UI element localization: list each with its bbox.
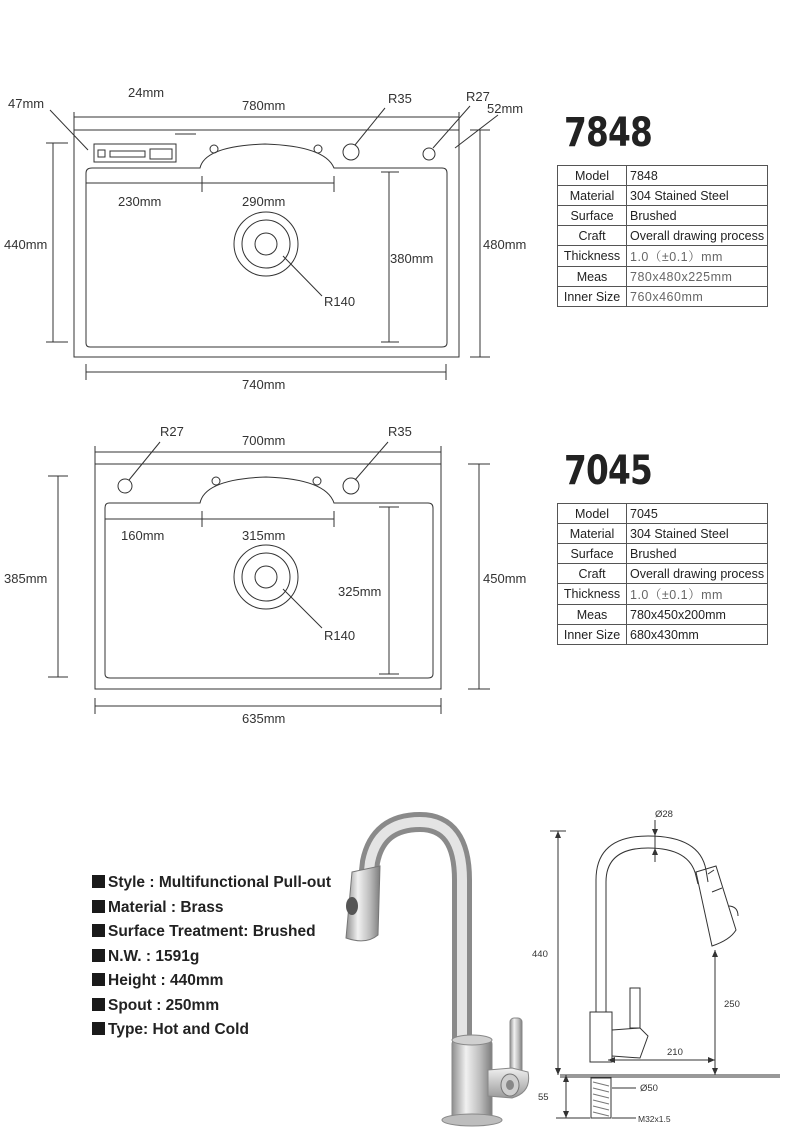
- spec-row: [558, 544, 768, 564]
- spec-label: Inner Size: [558, 287, 627, 307]
- spec-value: Brushed: [627, 206, 768, 226]
- spec-label: Meas: [558, 605, 627, 625]
- feature-item: [92, 1021, 249, 1039]
- spec-value: 1.0（±0.1）mm: [627, 246, 768, 267]
- faucet-dimension-drawing: [532, 805, 785, 1135]
- sink2-dim-325: 325mm: [338, 584, 382, 599]
- feature-item: [92, 899, 223, 917]
- sink2-dim-450: 450mm: [483, 571, 527, 586]
- spec-label: Thickness: [558, 246, 627, 267]
- spec-row: [558, 584, 768, 605]
- faucet-dim-440: 440: [532, 949, 548, 960]
- faucet-dim-250: 250: [724, 999, 740, 1010]
- spec-row: [558, 226, 768, 246]
- sink2-dim-r35: R35: [388, 424, 412, 439]
- feature-text: Spout : 250mm: [108, 997, 220, 1014]
- sink2-dim-385: 385mm: [4, 571, 48, 586]
- spec-label: Craft: [558, 564, 627, 584]
- spec-label: Surface: [558, 206, 627, 226]
- spec-value: 780x450x200mm: [627, 605, 768, 625]
- bullet-square-icon: [92, 924, 105, 937]
- spec-value: 760x460mm: [627, 287, 768, 307]
- spec-value: Overall drawing process: [627, 226, 768, 246]
- sink2-dim-r140: R140: [324, 628, 356, 643]
- spec-row: [558, 267, 768, 287]
- spec-row: [558, 564, 768, 584]
- sink1-dim-r35: R35: [388, 91, 412, 106]
- spec-label: Inner Size: [558, 625, 627, 645]
- bullet-square-icon: [92, 900, 105, 913]
- spec-value: 304 Stained Steel: [627, 186, 768, 206]
- sink1-dim-440: 440mm: [4, 237, 48, 252]
- sink1-dim-r140: R140: [324, 294, 356, 309]
- feature-text: Type: Hot and Cold: [108, 1021, 249, 1038]
- feature-item: [92, 923, 316, 941]
- sink1-dim-52: 52mm: [487, 101, 524, 116]
- faucet-dim-55: 55: [538, 1092, 549, 1103]
- spec-label: Surface: [558, 544, 627, 564]
- sink1-dim-380: 380mm: [390, 251, 434, 266]
- spec-value: 7045: [627, 504, 768, 524]
- spec-table-7045: [557, 503, 768, 645]
- spec-label: Material: [558, 186, 627, 206]
- feature-item: [92, 874, 331, 892]
- faucet-dim-50: Ø50: [640, 1083, 658, 1094]
- spec-row: [558, 186, 768, 206]
- sink2-dim-635: 635mm: [242, 711, 286, 726]
- spec-row: [558, 166, 768, 186]
- bullet-square-icon: [92, 973, 105, 986]
- spec-label: Model: [558, 166, 627, 186]
- spec-row: [558, 246, 768, 267]
- sink1-basin: [86, 144, 447, 347]
- spec-label: Material: [558, 524, 627, 544]
- bullet-square-icon: [92, 1022, 105, 1035]
- faucet-dim-210: 210: [667, 1047, 683, 1058]
- sink2-dim-315: 315mm: [242, 528, 286, 543]
- sink1-dim-230: 230mm: [118, 194, 162, 209]
- spec-label: Model: [558, 504, 627, 524]
- spec-value: 780x480x225mm: [627, 267, 768, 287]
- feature-text: N.W. : 1591g: [108, 948, 200, 965]
- sink1-outer: [74, 130, 459, 357]
- spec-row: [558, 605, 768, 625]
- sink2-dim-160: 160mm: [121, 528, 165, 543]
- faucet-dim-28: Ø28: [655, 809, 673, 820]
- spec-value: 7848: [627, 166, 768, 186]
- model-title-7045: 7045: [564, 448, 653, 494]
- sink1-dim-740: 740mm: [242, 377, 286, 392]
- feature-text: Surface Treatment: Brushed: [108, 923, 316, 940]
- sink1-dim-290: 290mm: [242, 194, 286, 209]
- sink1-dim-r27: R27: [466, 89, 490, 104]
- sink1-dim-480: 480mm: [483, 237, 527, 252]
- spec-row: [558, 625, 768, 645]
- spec-row: [558, 524, 768, 544]
- sink1-dim-780: 780mm: [242, 98, 286, 113]
- spec-label: Craft: [558, 226, 627, 246]
- feature-text: Material : Brass: [108, 899, 224, 916]
- spec-value: 1.0（±0.1）mm: [627, 584, 768, 605]
- faucet-dim-thread: M32x1.5: [638, 1114, 671, 1124]
- bullet-square-icon: [92, 949, 105, 962]
- feature-item: [92, 948, 199, 966]
- feature-text: Height : 440mm: [108, 972, 224, 989]
- spec-value: Brushed: [627, 544, 768, 564]
- model-title-7848: 7848: [564, 110, 653, 156]
- spec-row: [558, 504, 768, 524]
- spec-value: Overall drawing process: [627, 564, 768, 584]
- sink2-dim-700: 700mm: [242, 433, 286, 448]
- feature-item: [92, 997, 219, 1015]
- feature-item: [92, 972, 223, 990]
- bullet-square-icon: [92, 998, 105, 1011]
- sink2-dim-r27: R27: [160, 424, 184, 439]
- spec-label: Meas: [558, 267, 627, 287]
- sink-7045-drawing: [0, 415, 540, 735]
- spec-label: Thickness: [558, 584, 627, 605]
- sink1-dim-47: 47mm: [8, 96, 45, 111]
- bullet-square-icon: [92, 875, 105, 888]
- sink1-dim-24: 24mm: [128, 85, 165, 100]
- spec-row: [558, 206, 768, 226]
- spec-value: 680x430mm: [627, 625, 768, 645]
- faucet-photo: [330, 805, 550, 1135]
- spec-value: 304 Stained Steel: [627, 524, 768, 544]
- feature-text: Style : Multifunctional Pull-out: [108, 874, 332, 891]
- spec-table-7848: [557, 165, 768, 307]
- spec-row: [558, 287, 768, 307]
